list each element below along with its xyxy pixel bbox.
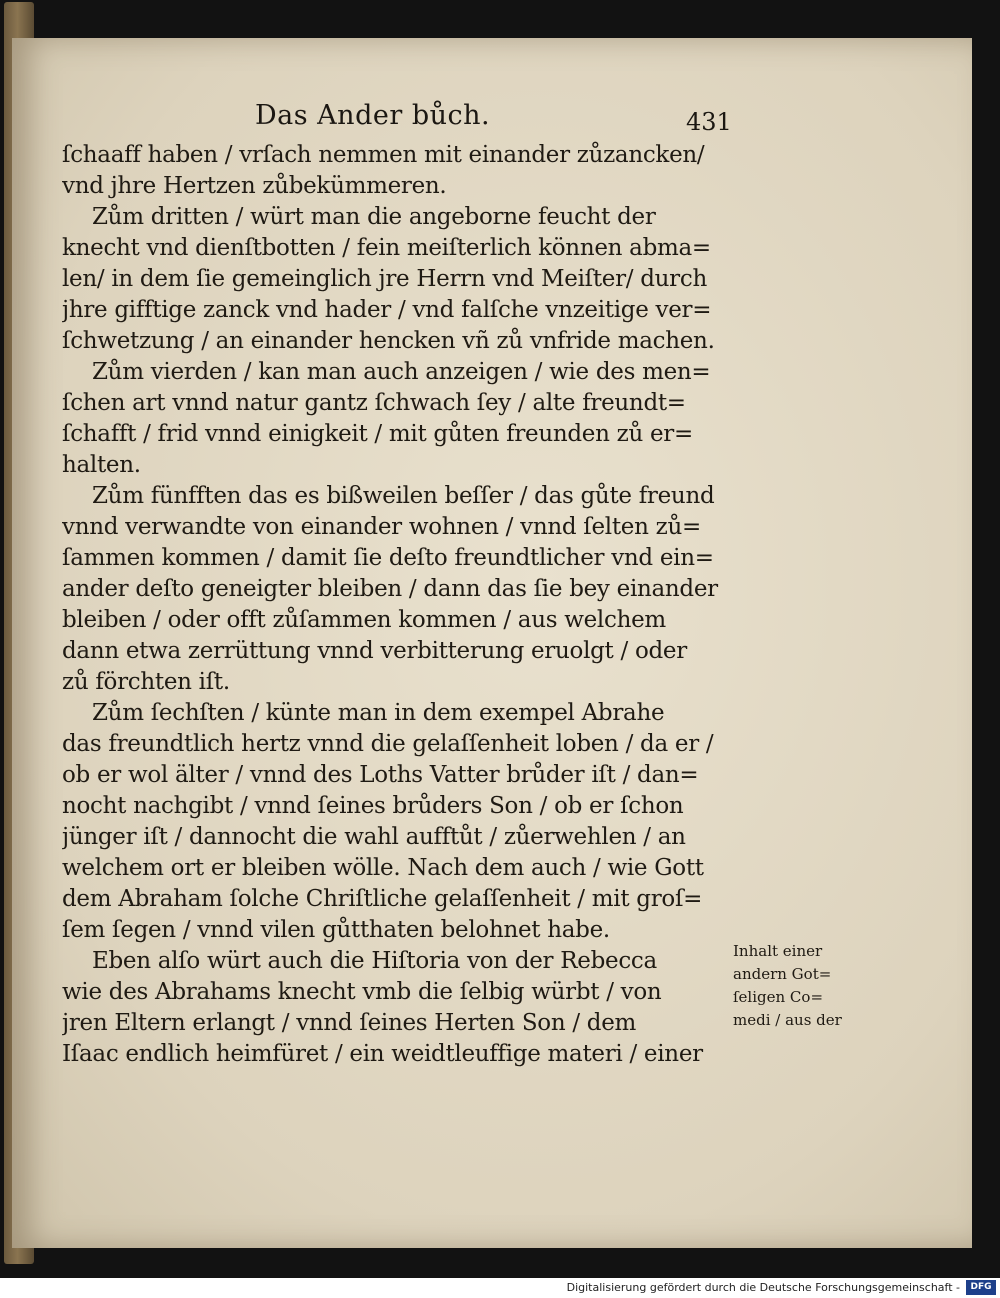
text-line: Eben alſo würt auch die Hiſtoria von der Rebecca bbox=[92, 948, 657, 974]
text-line: len/ in dem ſie gemeinglich jre Herrn vnd Meiſter/ durch bbox=[62, 266, 707, 292]
marginal-note-line: ſeligen Co= bbox=[733, 988, 824, 1006]
marginal-note-line: andern Got= bbox=[733, 965, 832, 983]
text-line: das freundtlich hertz vnnd die gelaſſenheit loben / da er / bbox=[62, 731, 714, 757]
text-line: jren Eltern erlangt / vnnd ſeines Herten Son / dem bbox=[62, 1010, 637, 1036]
text-line: ſem ſegen / vnnd vilen gůtthaten belohnet habe. bbox=[62, 917, 610, 943]
text-line: jünger iſt / dannocht die wahl aufftůt / zůerwehlen / an bbox=[62, 824, 686, 850]
text-line: welchem ort er bleiben wölle. Nach dem auch / wie Gott bbox=[62, 855, 704, 881]
text-line: nocht nachgibt / vnnd ſeines brůders Son / ob er ſchon bbox=[62, 793, 684, 819]
text-line: knecht vnd dienſtbotten / fein meiſterlich können abma= bbox=[62, 235, 711, 261]
text-line: dem Abraham ſolche Chriſtliche gelaſſenheit / mit groſ= bbox=[62, 886, 703, 912]
text-line: jhre gifftige zanck vnd hader / vnd falſche vnzeitige ver= bbox=[62, 297, 712, 323]
digitization-credit: Digitalisierung gefördert durch die Deutsche Forschungsgemeinschaft - bbox=[566, 1281, 960, 1294]
text-line: ſammen kommen / damit ſie deſto freundtlicher vnd ein= bbox=[62, 545, 714, 571]
marginal-note-line: Inhalt einer bbox=[733, 942, 823, 960]
marginal-note bbox=[733, 940, 853, 1032]
running-title: Das Ander bůch. bbox=[255, 100, 491, 131]
text-line: bleiben / oder offt zůſammen kommen / aus welchem bbox=[62, 607, 666, 633]
text-line: Iſaac endlich heimfüret / ein weidtleuffige materi / einer bbox=[62, 1041, 703, 1067]
text-line: wie des Abrahams knecht vmb die ſelbig würbt / von bbox=[62, 979, 662, 1005]
text-line: ſchwetzung / an einander hencken vñ zů vnfride machen. bbox=[62, 328, 715, 354]
text-line: vnd jhre Hertzen zůbekümmeren. bbox=[62, 173, 447, 199]
text-line: dann etwa zerrüttung vnnd verbitterung eruolgt / oder bbox=[62, 638, 687, 664]
marginal-note-line: medi / aus der bbox=[733, 1011, 842, 1029]
text-line: ſchaaff haben / vrſach nemmen mit einander zůzancken/ bbox=[62, 142, 705, 168]
text-line: ob er wol älter / vnnd des Loths Vatter brůder iſt / dan= bbox=[62, 762, 699, 788]
text-line: ſchafft / frid vnnd einigkeit / mit gůten freunden zů er= bbox=[62, 421, 693, 447]
text-line: Zům vierden / kan man auch anzeigen / wie des men= bbox=[92, 359, 711, 385]
text-line: zů förchten iſt. bbox=[62, 669, 230, 695]
body-text bbox=[62, 140, 732, 1070]
dfg-logo: DFG bbox=[966, 1280, 996, 1295]
text-line: halten. bbox=[62, 452, 141, 478]
text-line: Zům ſechſten / künte man in dem exempel Abrahe bbox=[92, 700, 665, 726]
text-line: ſchen art vnnd natur gantz ſchwach ſey / alte freundt= bbox=[62, 390, 686, 416]
text-line: Zům fünfften das es bißweilen beſſer / das gůte freund bbox=[92, 483, 715, 509]
text-line: ander deſto geneigter bleiben / dann das ſie bey einander bbox=[62, 576, 718, 602]
page-number: 431 bbox=[686, 108, 732, 136]
text-line: Zům dritten / würt man die angeborne feucht der bbox=[92, 204, 656, 230]
text-line: vnnd verwandte von einander wohnen / vnnd ſelten zů= bbox=[62, 514, 701, 540]
